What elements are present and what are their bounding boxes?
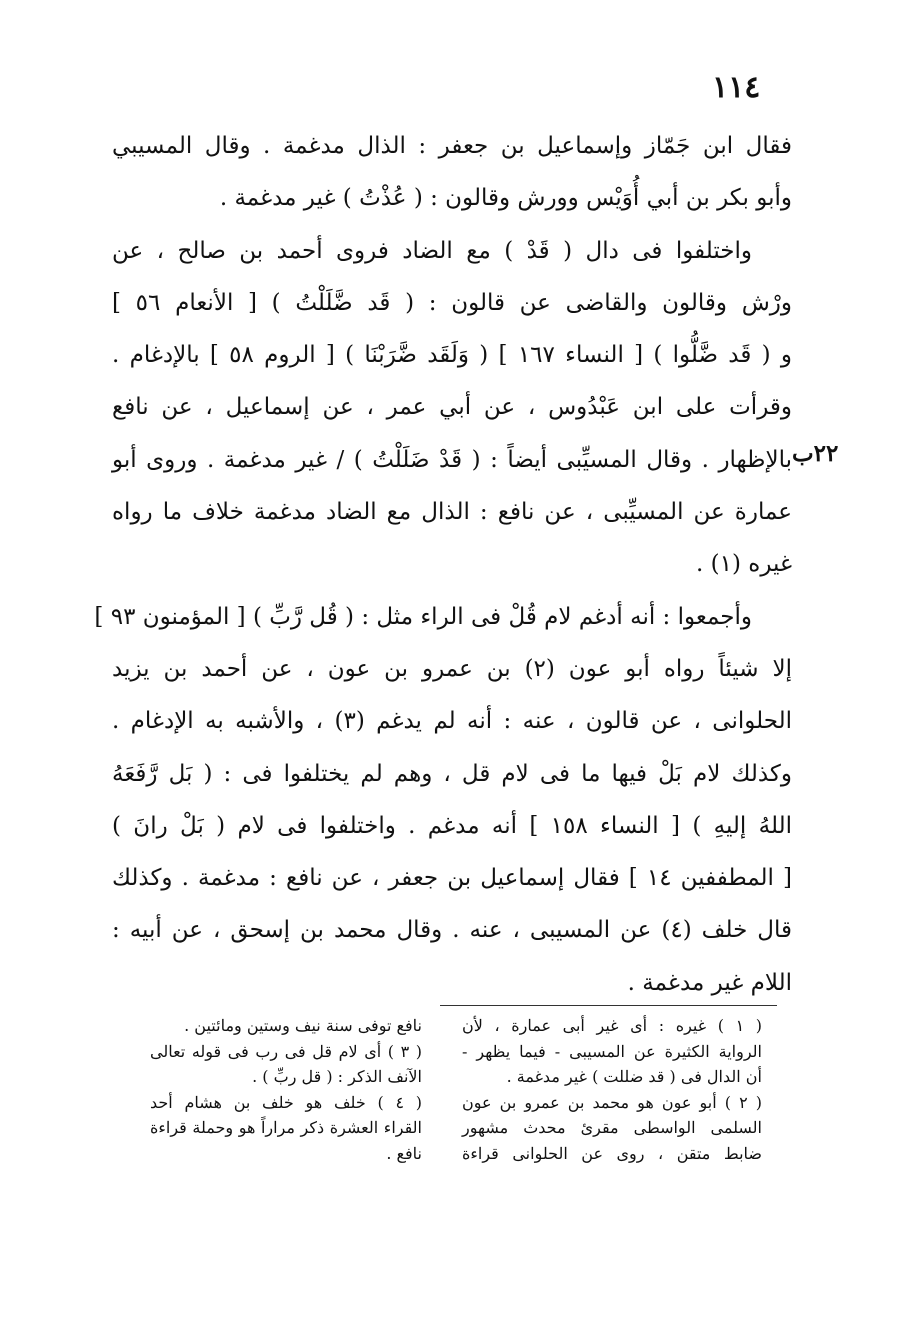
footnote-line: السلمى الواسطى مقرئ محدث مشهور [462, 1118, 762, 1137]
footnote-line: نافع . [386, 1143, 422, 1163]
text-line: وأجمعوا : أنه أدغم لام قُلْ فى الراء مثل : ( قُل رَّبِّ ) [ المؤمنون ٩٣ ] [94, 603, 752, 630]
text-line: وأبو بكر بن أبي أُوَيْس وورش وقالون : ( عُذْتُ ) غير مدغمة . [219, 185, 792, 212]
text-line: [ المطففين ١٤ ] فقال إسماعيل بن جعفر ، عن نافع : مدغمة . وكذلك [112, 865, 792, 892]
text-line: اللام غير مدغمة . [627, 969, 792, 996]
text-line: قال خلف (٤) عن المسيبى ، عنه . وقال محمد بن إسحق ، عن أبيه : [112, 917, 793, 944]
text-line: فقال ابن جَمّاز وإسماعيل بن جعفر : الذال مدغمة . وقال المسيبي [112, 133, 792, 159]
footnote-line: القراء العشرة ذكر مراراً هو وحملة قراءة [150, 1118, 422, 1137]
text-line: بالإظهار . وقال المسيِّبى أيضاً : ( قَدْ ضَلَلْتُ ) / غير مدغمة . وروى أبو [112, 446, 792, 473]
main-text [94, 120, 793, 1009]
text-line: الحلوانى ، عن قالون ، عنه : أنه لم يدغم (٣) ، والأشبه به الإدغام . [112, 708, 792, 735]
text-line: اللهُ إليهِ ) [ النساء ١٥٨ ] أنه مدغم . واختلفوا فى لام ( بَلْ رانَ ) [112, 812, 792, 839]
text-line: وقرأت على ابن عَبْدُوس ، عن أبي عمر ، عن إسماعيل ، عن نافع [112, 394, 792, 421]
text-line: ورْش وقالون والقاضى عن قالون : ( قَد ضَّلَلْتُ ) [ الأنعام ٥٦ ] [112, 289, 792, 316]
text-line: إلا شيئاً رواه أبو عون (٢) بن عمرو بن عون ، عن أحمد بن يزيد [112, 655, 792, 682]
text-line: عمارة عن المسيِّبى ، عن نافع : الذال مع الضاد مدغمة خلاف ما رواه [112, 499, 792, 526]
footnote-line: نافع توفى سنة نيف وستين ومائتين . [184, 1016, 422, 1035]
footnotes-right-column [462, 1013, 762, 1166]
footnote-line: الآنف الذكر : ( قل ربِّ ) . [252, 1067, 422, 1086]
text-line: و ( قَد ضَّلُّوا ) [ النساء ١٦٧ ] ( وَلَقَد ضَّرَبْنَا ) [ الروم ٥٨ ] بالإدغام . [112, 342, 792, 369]
text-line: غيره (١) . [696, 551, 792, 578]
footnote-line: ( ٣ ) أى لام قل فى رب فى قوله تعالى [150, 1041, 423, 1061]
footnote-line: ( ٢ ) أبو عون هو محمد بن عمرو بن عون [462, 1092, 763, 1112]
footnote-line: الرواية الكثيرة عن المسيبى - فيما يظهر - [462, 1041, 762, 1061]
folio-margin-note: ٢٢ب [792, 440, 839, 467]
footnote-line: أن الدال فى ( قد ضللت ) غير مدغمة . [506, 1067, 762, 1086]
text-line: وكذلك لام بَلْ فيها ما فى لام قل ، وهم لم يختلفوا فى : ( بَل رَّفَعَهُ [112, 760, 792, 787]
footnote-line: ( ١ ) غيره : أى غير أبى عمارة ، لأن [462, 1016, 763, 1035]
footnote-line: ضابط متقن ، روى عن الحلوانى قراءة [462, 1143, 762, 1163]
footnote-line: ( ٤ ) خلف هو خلف بن هشام أحد [150, 1092, 423, 1112]
page-number: ١١٤ [712, 70, 761, 105]
text-line: واختلفوا فى دال ( قَدْ ) مع الضاد فروى أحمد بن صالح ، عن [112, 237, 753, 264]
footnotes-left-column [150, 1013, 422, 1166]
footnote-divider [440, 1005, 777, 1006]
